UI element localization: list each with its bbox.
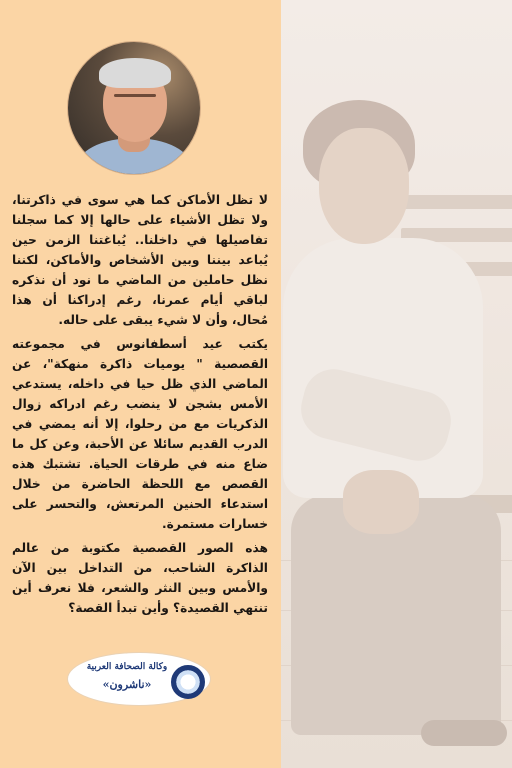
- person-hands: [343, 470, 419, 534]
- author-photo-faded: [281, 0, 512, 768]
- blurb-paragraph: يكتب عيد أسطفانوس في مجموعته القصصية " يوميات ذاكرة منهكة"، عن الماضي الذي ظل حيا في داخله، يستدعي الأمس بشجن لا ينضب رغم ادراكه زوال الذكريات مع من رحلوا، إلا أنه يمضي في الدرب القديم سائلا عن الأحبة، وعن كل ما ضاع منه في طرقات الحياة. تشتبك هذه القصص مع اللحظة الحاضرة من خلال استدعاء الحنين المرتعش، والتحسر على خسارات مستمرة.: [12, 337, 268, 531]
- publisher-name: وكالة الصحافة العربية: [86, 662, 168, 672]
- person-shoe: [421, 720, 507, 746]
- author-portrait: [68, 42, 200, 174]
- portrait-hair: [99, 58, 171, 88]
- publisher-subtitle: «ناشرون»: [102, 678, 152, 691]
- person-torso: [283, 238, 483, 498]
- publisher-badge: [68, 653, 210, 705]
- blurb-paragraph: لا تظل الأماكن كما هي سوى في ذاكرتنا، ولا تظل الأشياء على حالها إلا كما سجلنا تفاصيلها في داخلنا.. يُباغتنا الزمن حين يُباعد بيننا وبين الأشخاص والأماكن، لكننا نظل حاملين من الماضي ما نود أن نذكره لباقي أيام عمرنا، رغم إدراكنا أن هذا مُحال، وأن لا شيء يبقى على حاله.: [12, 193, 268, 327]
- publisher-globe-icon: [171, 665, 205, 699]
- person-face: [319, 128, 409, 244]
- blurb-paragraph: هذه الصور القصصية مكتوبة من عالم الذاكرة الشاحب، من التداخل بين الآن والأمس وبين النثر والشعر، فلا نعرف أين تنتهي القصيدة؟ وأين تبدأ القصة؟: [12, 541, 268, 615]
- bench-slat: [401, 195, 512, 209]
- portrait-brows: [114, 94, 156, 97]
- back-cover-blurb: [12, 190, 268, 622]
